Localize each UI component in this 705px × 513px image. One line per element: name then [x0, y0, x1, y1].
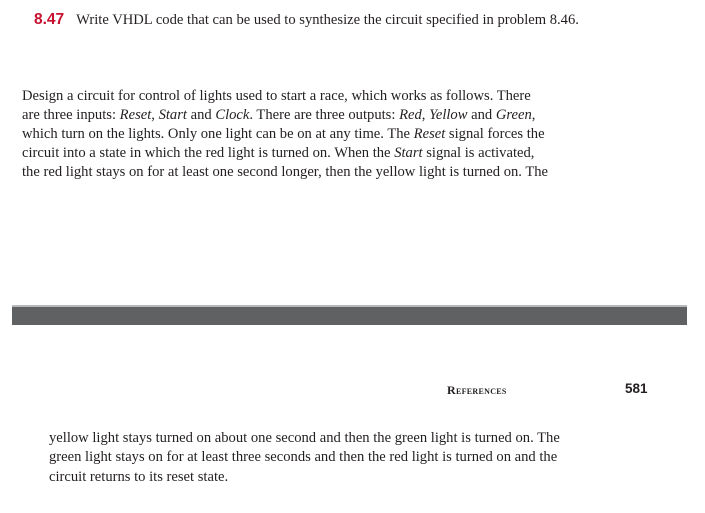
signal-name: Red: [399, 106, 422, 123]
text-line: Design a circuit for control of lights used to start a race, which works as follows. There: [22, 88, 531, 104]
signal-name: Green: [495, 106, 532, 123]
problem-statement: [34, 10, 674, 30]
text-line: the red light stays on for at least one second longer, then the yellow light is turned on. The: [22, 163, 549, 180]
text-line: yellow light stays turned on about one second and then the green light is turned on. The: [49, 430, 560, 446]
signal-name: Yellow: [429, 106, 468, 123]
signal-name: Reset: [413, 125, 446, 142]
specification-continuation: [49, 429, 689, 487]
text-line: green light stays on for at least three seconds and then the red light is turned on and the: [49, 449, 558, 466]
signal-name: Start: [158, 106, 187, 123]
text-line: circuit returns to its reset state.: [49, 468, 229, 485]
page-break-divider: [12, 307, 687, 325]
problem-text: Write VHDL code that can be used to synthesize the circuit specified in problem 8.46.: [76, 12, 579, 28]
signal-name: Start: [394, 144, 423, 161]
problem-number: 8.47: [34, 11, 65, 28]
text-line: are three inputs: Reset, Start and Clock. There are three outputs: Red, Yellow and Green,: [22, 106, 536, 123]
signal-name: Reset: [119, 106, 152, 123]
text-line: circuit into a state in which the red light is turned on. When the Start signal is activated,: [22, 144, 535, 161]
signal-name: Clock: [215, 106, 250, 123]
text-line: which turn on the lights. Only one light can be on at any time. The Reset signal forces the: [22, 125, 545, 142]
running-head: References: [447, 383, 507, 397]
page-number: 581: [625, 381, 648, 396]
circuit-specification: [22, 87, 662, 182]
